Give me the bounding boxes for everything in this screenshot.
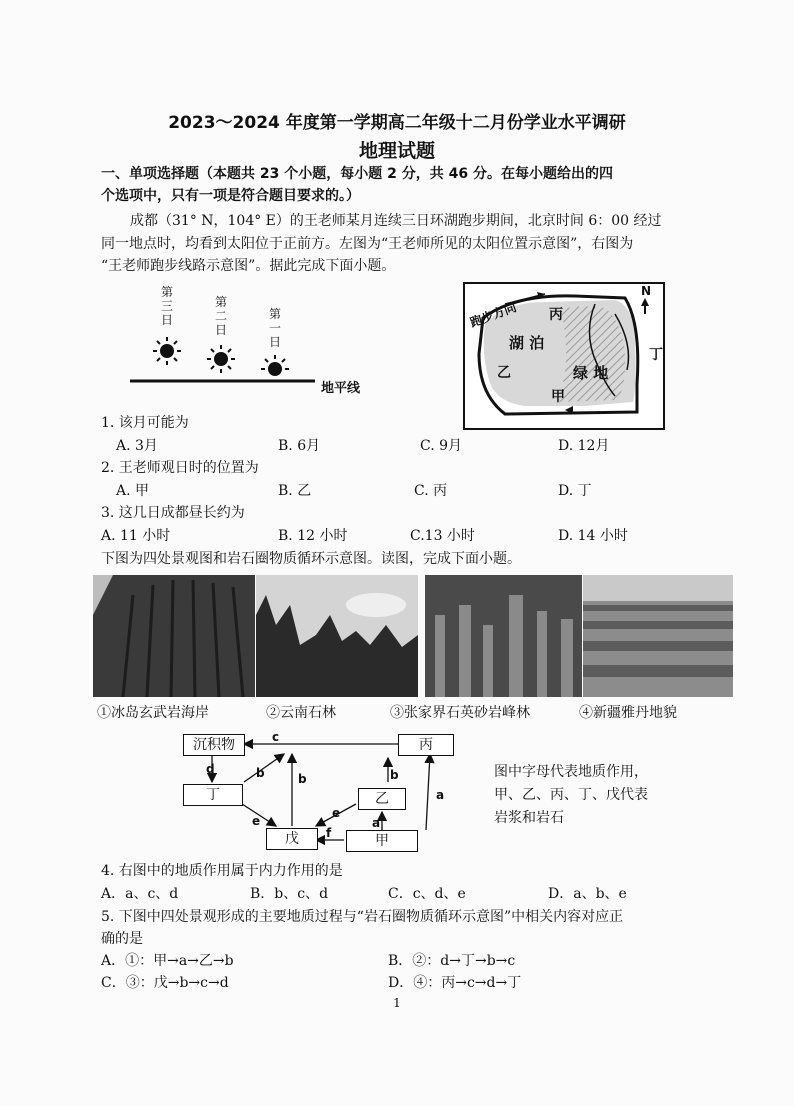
arrow-label-a1: a [372,816,381,830]
q2-option-c: C. 丙 [414,483,448,499]
q3-option-c: C.13 小时 [410,528,475,544]
horizon-label: 地平线 [321,381,361,396]
arrow-label-c: c [272,730,280,744]
day3-label: 第 三 日 [161,285,174,327]
green-space-label: 绿 地 [573,364,609,382]
q5-option-b: B．②：d→丁→b→c [388,953,516,969]
running-direction-label: 跑步方向 [468,300,519,330]
q4-option-b: B．b、c、d [250,886,329,902]
photo-xinjiang-yardang [583,575,733,697]
page-number: 1 [393,996,401,1010]
arrow-label-e2: e [332,806,341,820]
q5-stem-line2: 确的是 [101,931,143,947]
sun-day1-icon [261,355,289,376]
q1-option-a: A. 3月 [116,438,158,454]
photo-iceland-basalt [93,575,255,697]
section-heading-line2: 个选项中，只有一项是符合题目要求的。） [101,188,360,204]
box-sediment: 沉积物 [183,734,245,756]
rock-cycle-diagram [180,730,470,860]
exam-title: 2023～2024 年度第一学期高二年级十二月份学业水平调研 [168,113,626,133]
photo-caption-2: ②云南石林 [266,705,336,721]
q5-option-c: C．③：戊→b→c→d [101,975,229,991]
q1-stem: 1. 该月可能为 [101,415,189,431]
exam-subtitle: 地理试题 [358,140,435,162]
diagram-note-line1: 图中字母代表地质作用， [494,764,648,780]
arrow-label-f: f [326,826,332,840]
point-ding: 丁 [649,347,663,363]
day2-label: 第 二 日 [215,295,228,337]
q2-option-b: B. 乙 [278,483,312,499]
photo-zhangjiajie-peaks [425,575,582,697]
photo-caption-3: ③张家界石英砂岩峰林 [390,705,530,721]
photo-caption-4: ④新疆雅丹地貌 [579,705,677,721]
lake-label: 湖 泊 [509,334,545,352]
passage1-line2: 同一地点时，均看到太阳位于正前方。左图为“王老师所见的太阳位置示意图”，右图为 [101,236,634,252]
sun-day2-icon [207,345,235,373]
q3-option-a: A. 11 小时 [101,528,171,544]
q2-stem: 2. 王老师观日时的位置为 [101,460,259,476]
arrow-label-b2: b [298,772,307,786]
box-wu: 戊 [266,828,318,850]
q5-option-d: D．④：丙→c→d→丁 [388,975,522,991]
running-route-map [463,282,665,430]
arrow-label-d: d [206,762,215,776]
photo-yunnan-stone-forest [256,575,418,697]
q2-option-a: A. 甲 [116,483,150,499]
point-yi: 乙 [497,365,511,381]
passage1-line3: “王老师跑步线路示意图”。据此完成下面小题。 [101,258,396,274]
q4-option-c: C．c、d、e [388,886,466,902]
q4-stem: 4. 右图中的地质作用属于内力作用的是 [101,863,343,879]
diagram-note-line3: 岩浆和岩石 [494,810,564,826]
section-heading-line1: 一、单项选择题（本题共 23 个小题，每小题 2 分，共 46 分。在每小题给出的四 [101,166,613,182]
passage2: 下图为四处景观图和岩石圈物质循环示意图。读图，完成下面小题。 [101,551,521,567]
q1-option-d: D. 12月 [558,438,610,454]
q2-option-d: D. 丁 [558,483,592,499]
sun-day3-icon [153,337,181,365]
q1-option-c: C. 9月 [420,438,463,454]
q5-option-a: A．①：甲→a→乙→b [101,953,234,969]
q3-option-d: D. 14 小时 [558,528,628,544]
diagram-note-line2: 甲、乙、丙、丁、戊代表 [494,787,648,803]
q5-stem-line1: 5. 下图中四处景观形成的主要地质过程与“岩石圈物质循环示意图”中相关内容对应正 [101,909,624,925]
box-yi: 乙 [358,788,406,810]
arrow-label-e1: e [252,814,261,828]
arrow-label-a2: a [436,788,445,802]
sun-position-figure [125,285,385,405]
day1-label: 第 一 日 [269,307,282,349]
arrow-label-b1: b [256,766,265,780]
q4-option-a: A．a、c、d [101,886,179,902]
q3-stem: 3. 这几日成都昼长约为 [101,505,245,521]
point-bing: 丙 [549,307,563,323]
q4-option-d: D．a、b、e [548,886,627,902]
north-label: N [641,284,652,298]
box-bing: 丙 [398,734,454,756]
point-jia: 甲 [551,389,565,405]
box-ding: 丁 [183,784,243,806]
box-jia: 甲 [346,830,418,852]
passage1-line1: 成都（31° N，104° E）的王老师某月连续三日环湖跑步期间，北京时间 6：00 经过 [130,213,662,229]
q1-option-b: B. 6月 [278,438,321,454]
q3-option-b: B. 12 小时 [278,528,348,544]
photo-caption-1: ①冰岛玄武岩海岸 [97,705,209,721]
arrow-label-b3: b [390,768,399,782]
